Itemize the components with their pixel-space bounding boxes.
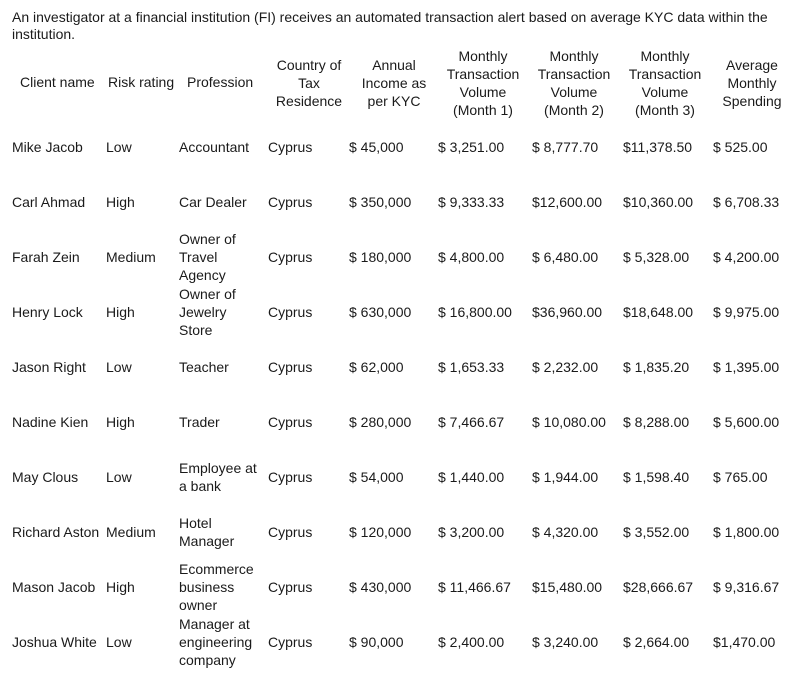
- country-cell: Cyprus: [268, 413, 313, 430]
- table-row: [0, 284, 805, 339]
- table-row: [0, 559, 805, 614]
- header-country-of-tax-residence: Country of Tax Residence: [275, 57, 343, 109]
- month-3-volume-cell: $10,360.00: [623, 193, 694, 210]
- profession-cell: Manager at engineering company: [179, 615, 253, 668]
- client-name-cell: Joshua White: [12, 633, 97, 650]
- average-spending-cell: $ 1,800.00: [713, 523, 780, 540]
- month-3-volume-cell: $18,648.00: [623, 303, 694, 320]
- month-2-volume-cell: $ 1,944.00: [532, 468, 599, 485]
- risk-rating-cell: Low: [106, 468, 132, 485]
- annual-income-cell: $ 280,000: [349, 413, 412, 430]
- risk-rating-cell: Low: [106, 633, 132, 650]
- annual-income-cell: $ 62,000: [349, 358, 404, 375]
- average-spending-cell: $ 9,316.67: [713, 578, 780, 595]
- annual-income-cell: $ 350,000: [349, 193, 412, 210]
- annual-income-cell: $ 120,000: [349, 523, 412, 540]
- month-2-volume-cell: $ 6,480.00: [532, 248, 599, 265]
- profession-cell: Owner of Travel Agency: [179, 230, 236, 283]
- client-name-cell: May Clous: [12, 468, 79, 485]
- table-row: [0, 394, 805, 449]
- month-3-volume-cell: $28,666.67: [623, 578, 694, 595]
- annual-income-cell: $ 45,000: [349, 138, 404, 155]
- risk-rating-cell: Medium: [106, 248, 156, 265]
- country-cell: Cyprus: [268, 468, 313, 485]
- annual-income-cell: $ 90,000: [349, 633, 404, 650]
- profession-cell: Hotel Manager: [179, 514, 235, 549]
- average-spending-cell: $ 6,708.33: [713, 193, 780, 210]
- header-month-3-volume: Monthly Transaction Volume (Month 3): [628, 48, 702, 118]
- month-1-volume-cell: $ 4,800.00: [438, 248, 505, 265]
- country-cell: Cyprus: [268, 578, 313, 595]
- month-2-volume-cell: $36,960.00: [532, 303, 603, 320]
- profession-cell: Accountant: [179, 138, 250, 155]
- profession-cell: Owner of Jewelry Store: [179, 285, 236, 338]
- profession-cell: Trader: [179, 413, 220, 430]
- country-cell: Cyprus: [268, 193, 313, 210]
- annual-income-cell: $ 54,000: [349, 468, 404, 485]
- month-2-volume-cell: $ 3,240.00: [532, 633, 599, 650]
- month-1-volume-cell: $ 7,466.67: [438, 413, 505, 430]
- month-3-volume-cell: $ 5,328.00: [623, 248, 690, 265]
- country-cell: Cyprus: [268, 303, 313, 320]
- table-row: [0, 119, 805, 174]
- table-row: [0, 339, 805, 394]
- average-spending-cell: $ 5,600.00: [713, 413, 780, 430]
- client-name-cell: Mike Jacob: [12, 138, 83, 155]
- annual-income-cell: $ 430,000: [349, 578, 412, 595]
- month-3-volume-cell: $ 1,598.40: [623, 468, 690, 485]
- average-spending-cell: $ 765.00: [713, 468, 768, 485]
- profession-cell: Car Dealer: [179, 193, 247, 210]
- risk-rating-cell: High: [106, 413, 135, 430]
- client-name-cell: Richard Aston: [12, 523, 100, 540]
- month-3-volume-cell: $ 3,552.00: [623, 523, 690, 540]
- table-row: [0, 449, 805, 504]
- country-cell: Cyprus: [268, 523, 313, 540]
- country-cell: Cyprus: [268, 138, 313, 155]
- month-3-volume-cell: $11,378.50: [623, 138, 693, 155]
- client-name-cell: Farah Zein: [12, 248, 80, 265]
- average-spending-cell: $ 9,975.00: [713, 303, 780, 320]
- month-1-volume-cell: $ 1,440.00: [438, 468, 505, 485]
- month-2-volume-cell: $ 2,232.00: [532, 358, 599, 375]
- profession-cell: Employee at a bank: [179, 459, 257, 494]
- client-name-cell: Nadine Kien: [12, 413, 89, 430]
- month-2-volume-cell: $12,600.00: [532, 193, 603, 210]
- table-row: [0, 504, 805, 559]
- risk-rating-cell: High: [106, 303, 135, 320]
- table-row: [0, 614, 805, 669]
- month-2-volume-cell: $ 4,320.00: [532, 523, 599, 540]
- month-3-volume-cell: $ 2,664.00: [623, 633, 690, 650]
- table-row: [0, 174, 805, 229]
- month-3-volume-cell: $ 1,835.20: [623, 358, 690, 375]
- average-spending-cell: $ 1,395.00: [713, 358, 780, 375]
- month-1-volume-cell: $ 11,466.67: [438, 578, 511, 595]
- profession-cell: Ecommerce business owner: [179, 560, 254, 613]
- month-3-volume-cell: $ 8,288.00: [623, 413, 690, 430]
- annual-income-cell: $ 630,000: [349, 303, 412, 320]
- risk-rating-cell: Low: [106, 138, 132, 155]
- month-1-volume-cell: $ 1,653.33: [438, 358, 505, 375]
- header-month-1-volume: Monthly Transaction Volume (Month 1): [446, 48, 520, 118]
- table-row: [0, 229, 805, 284]
- annual-income-cell: $ 180,000: [349, 248, 412, 265]
- month-1-volume-cell: $ 2,400.00: [438, 633, 505, 650]
- country-cell: Cyprus: [268, 248, 313, 265]
- month-1-volume-cell: $ 3,200.00: [438, 523, 505, 540]
- month-2-volume-cell: $15,480.00: [532, 578, 603, 595]
- client-name-cell: Henry Lock: [12, 303, 83, 320]
- month-2-volume-cell: $ 8,777.70: [532, 138, 599, 155]
- client-name-cell: Jason Right: [12, 358, 86, 375]
- average-spending-cell: $1,470.00: [713, 633, 776, 650]
- client-name-cell: Mason Jacob: [12, 578, 96, 595]
- header-average-monthly-spending: Average Monthly Spending: [722, 57, 782, 109]
- header-month-2-volume: Monthly Transaction Volume (Month 2): [537, 48, 611, 118]
- header-annual-income: Annual Income as per KYC: [361, 57, 427, 109]
- profession-cell: Teacher: [179, 358, 229, 375]
- risk-rating-cell: High: [106, 578, 135, 595]
- header-risk-rating: Risk rating: [108, 74, 175, 90]
- month-1-volume-cell: $ 9,333.33: [438, 193, 505, 210]
- month-1-volume-cell: $ 3,251.00: [438, 138, 505, 155]
- header-profession: Profession: [187, 74, 254, 90]
- month-2-volume-cell: $ 10,080.00: [532, 413, 606, 430]
- intro-paragraph: An investigator at a financial institution (FI) receives an automated transaction alert based on average KYC data within the institution.: [12, 9, 768, 42]
- risk-rating-cell: High: [106, 193, 135, 210]
- risk-rating-cell: Low: [106, 358, 132, 375]
- average-spending-cell: $ 4,200.00: [713, 248, 780, 265]
- header-client-name: Client name: [20, 74, 95, 90]
- average-spending-cell: $ 525.00: [713, 138, 768, 155]
- month-1-volume-cell: $ 16,800.00: [438, 303, 512, 320]
- risk-rating-cell: Medium: [106, 523, 156, 540]
- country-cell: Cyprus: [268, 358, 313, 375]
- client-name-cell: Carl Ahmad: [12, 193, 86, 210]
- country-cell: Cyprus: [268, 633, 313, 650]
